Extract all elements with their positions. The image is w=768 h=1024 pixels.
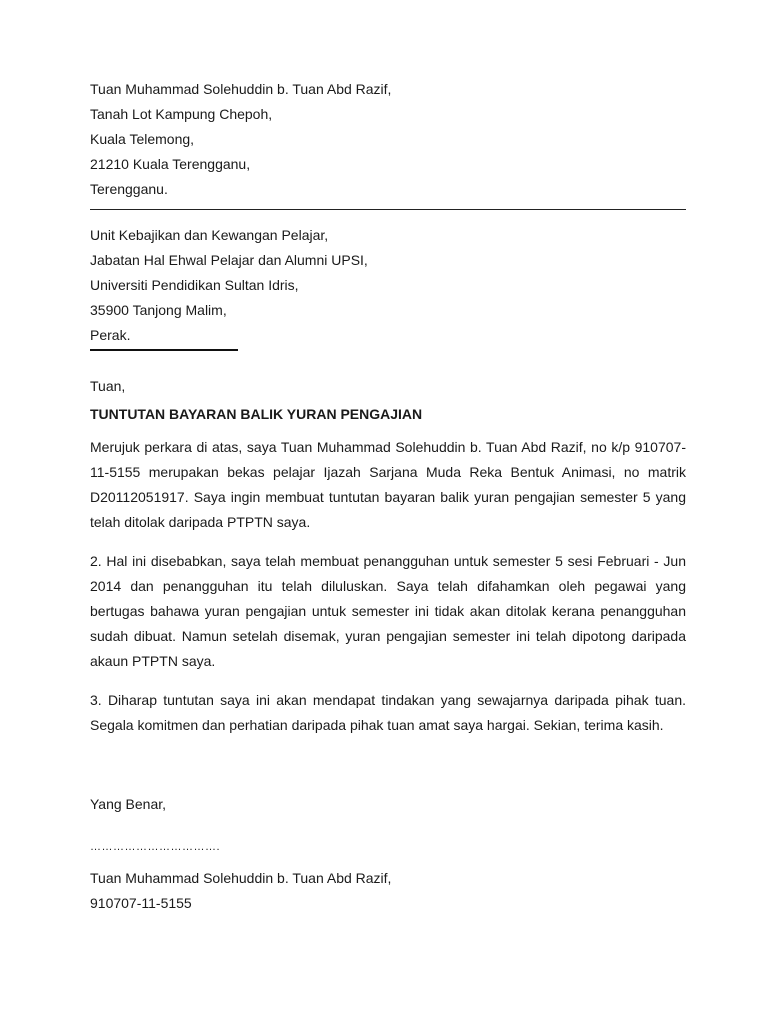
paragraph-line: D20112051917. Saya ingin membuat tuntutan bayaran balik yuran pengajian semester 5 yang — [90, 489, 686, 505]
sender-address — [90, 77, 391, 202]
paragraph-3 — [90, 688, 686, 738]
sender-line: Tanah Lot Kampung Chepoh, — [90, 106, 273, 122]
signatory — [90, 866, 391, 916]
paragraph-line: 11-5155 merupakan bekas pelajar Ijazah Sarjana Muda Reka Bentuk Animasi, no matrik — [90, 464, 686, 480]
signatory-ic: 910707-11-5155 — [90, 895, 192, 911]
paragraph-line: 3. Diharap tuntutan saya ini akan mendapat tindakan yang sewajarnya daripada pihak tuan. — [90, 692, 686, 708]
paragraph-2 — [90, 549, 686, 674]
recipient-address — [90, 223, 368, 348]
signature-line: ……………………………. — [90, 841, 221, 853]
subject-heading: TUNTUTAN BAYARAN BALIK YURAN PENGAJIAN — [90, 406, 423, 422]
paragraph-1 — [90, 435, 686, 535]
recipient-line: Unit Kebajikan dan Kewangan Pelajar, — [90, 227, 329, 243]
sender-line: Kuala Telemong, — [90, 131, 195, 147]
recipient-underline — [90, 349, 238, 351]
paragraph-line: 2. Hal ini disebabkan, saya telah membuat penangguhan untuk semester 5 sesi Februari - Jun — [90, 553, 686, 569]
salutation: Tuan, — [90, 378, 126, 394]
recipient-line: Perak. — [90, 327, 131, 343]
header-divider — [90, 209, 686, 210]
recipient-line: Jabatan Hal Ehwal Pelajar dan Alumni UPSI, — [90, 252, 368, 268]
paragraph-line: 2014 dan penangguhan itu telah diluluskan. Saya telah difahamkan oleh pegawai yang — [90, 578, 686, 594]
paragraph-line: Segala komitmen dan perhatian daripada pihak tuan amat saya hargai. Sekian, terima kasih. — [90, 717, 664, 733]
sender-line: Tuan Muhammad Solehuddin b. Tuan Abd Razif, — [90, 81, 392, 97]
sender-line: Terengganu. — [90, 181, 168, 197]
closing: Yang Benar, — [90, 796, 167, 812]
paragraph-line: bertugas bahawa yuran pengajian untuk semester ini tidak akan ditolak kerana penangguhan — [90, 603, 686, 619]
recipient-line: 35900 Tanjong Malim, — [90, 302, 227, 318]
paragraph-line: telah ditolak daripada PTPTN saya. — [90, 514, 311, 530]
sender-line: 21210 Kuala Terengganu, — [90, 156, 251, 172]
paragraph-line: Merujuk perkara di atas, saya Tuan Muhammad Solehuddin b. Tuan Abd Razif, no k/p 910707- — [90, 439, 686, 455]
signatory-name: Tuan Muhammad Solehuddin b. Tuan Abd Razif, — [90, 870, 392, 886]
recipient-line: Universiti Pendidikan Sultan Idris, — [90, 277, 299, 293]
paragraph-line: akaun PTPTN saya. — [90, 653, 216, 669]
paragraph-line: sudah dibuat. Namun setelah disemak, yuran pengajian semester ini telah dipotong daripada — [90, 628, 686, 644]
